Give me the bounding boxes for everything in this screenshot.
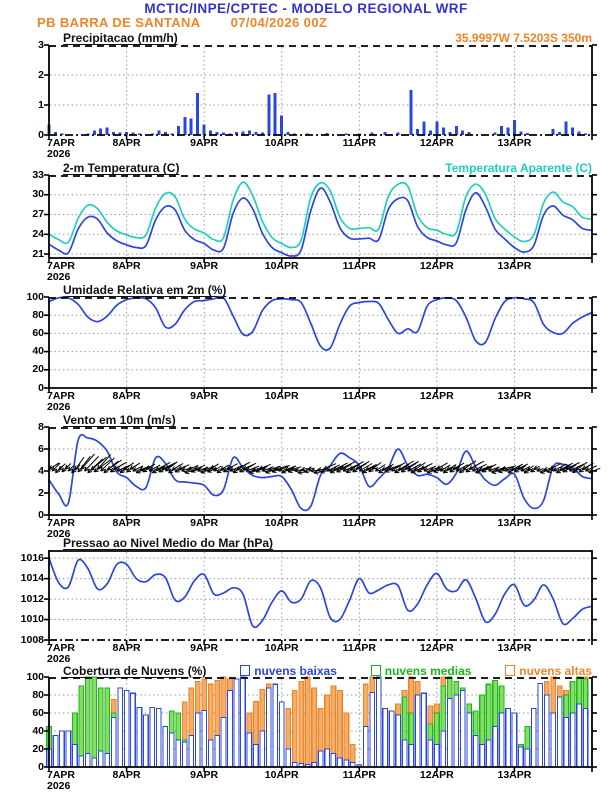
x-tick-label: 10APR (264, 642, 299, 654)
nuvens-medias-swatch-icon (371, 665, 381, 676)
legend-nuvens-altas (505, 664, 592, 678)
x-tick-label: 9APR (190, 390, 219, 402)
pressure-title: Pressao ao Nivel Medio do Mar (hPa) (63, 536, 274, 550)
temp-title: 2-m Temperatura (C) (63, 161, 180, 175)
y-tick-label: 4 (38, 464, 44, 477)
x-tick-label: 8APR (112, 137, 141, 149)
y-tick-label: 1014 (20, 572, 44, 585)
nuvens-baixas-swatch-icon (240, 665, 250, 676)
y-tick-label: 6 (38, 442, 44, 455)
temp-plot (49, 175, 606, 268)
temp-title-row (49, 161, 592, 176)
x-tick-label: 11APR (342, 390, 376, 402)
y-tick-label: 60 (32, 706, 44, 719)
precip-title-row (49, 31, 592, 46)
x-tick-label: 11APR (342, 769, 376, 781)
nuvens-medias-label: nuvens medias (384, 663, 472, 678)
y-tick-label: 40 (32, 724, 44, 737)
x-tick-label: 8APR (112, 642, 141, 654)
precip-plot (49, 45, 606, 145)
y-tick-label: 8 (38, 420, 44, 433)
x-tick-label: 10APR (264, 517, 299, 529)
y-tick-label: 1008 (20, 633, 44, 646)
wind-plot (49, 427, 606, 525)
x-tick-label: 12APR (419, 260, 454, 272)
humidity-plot (49, 297, 606, 398)
wind-title-row (49, 413, 592, 428)
x-tick-label: 12APR (419, 390, 454, 402)
precip-title: Precipitacao (mm/h) (63, 31, 178, 45)
x-tick-label: 12APR (419, 769, 454, 781)
y-tick-label: 80 (32, 688, 44, 701)
pressure-plot (49, 550, 606, 650)
y-tick-label: 1 (38, 98, 44, 111)
y-tick-label: 0 (38, 508, 44, 521)
x-tick-label: 8APR (112, 260, 141, 272)
x-tick-label: 10APR (264, 390, 299, 402)
apparent-temp-legend: Temperatura Aparente (C) (445, 161, 592, 175)
y-tick-label: 1016 (20, 551, 44, 564)
y-tick-label: 40 (32, 345, 44, 358)
y-tick-label: 2 (38, 68, 44, 81)
y-tick-label: 3 (38, 38, 44, 51)
y-tick-label: 100 (26, 670, 44, 683)
x-tick-label: 11APR (342, 260, 376, 272)
humidity-title: Umidade Relativa em 2m (%) (63, 283, 227, 297)
x-tick-label: 12APR (419, 517, 454, 529)
clouds-title-row (63, 663, 592, 678)
y-tick-label: 33 (32, 168, 44, 181)
run-datetime: 07/04/2026 00Z (230, 15, 328, 30)
x-tick-label: 7APR (47, 769, 76, 781)
x-tick-label: 8APR (112, 517, 141, 529)
x-tick-label: 8APR (112, 390, 141, 402)
y-tick-label: 20 (32, 742, 44, 755)
x-tick-label: 13APR (497, 260, 532, 272)
station-name: PB BARRA DE SANTANA (37, 15, 201, 30)
y-tick-label: 2 (38, 486, 44, 499)
clouds-plot (49, 677, 606, 777)
x-year-label: 2026 (47, 401, 71, 413)
nuvens-altas-swatch-icon (505, 665, 515, 676)
y-tick-label: 0 (38, 128, 44, 141)
x-tick-label: 7APR (47, 260, 76, 272)
x-tick-label: 12APR (419, 137, 454, 149)
legend-nuvens-baixas (240, 664, 337, 678)
x-tick-label: 9APR (190, 137, 219, 149)
station-line (37, 15, 327, 30)
x-tick-label: 9APR (190, 642, 219, 654)
x-tick-label: 13APR (497, 137, 532, 149)
nuvens-baixas-label: nuvens baixas (254, 663, 337, 678)
y-tick-label: 24 (32, 227, 44, 240)
y-tick-label: 0 (38, 760, 44, 773)
clouds-title: Cobertura de Nuvens (%) (63, 663, 207, 678)
y-tick-label: 80 (32, 308, 44, 321)
y-tick-label: 30 (32, 188, 44, 201)
y-tick-label: 1012 (20, 592, 44, 605)
x-tick-label: 10APR (264, 137, 299, 149)
x-tick-label: 7APR (47, 390, 76, 402)
x-tick-label: 11APR (342, 642, 376, 654)
x-tick-label: 13APR (497, 769, 532, 781)
pressure-title-row (49, 536, 592, 551)
x-tick-label: 13APR (497, 390, 532, 402)
x-year-label: 2026 (47, 148, 71, 160)
y-tick-label: 100 (26, 290, 44, 303)
x-year-label: 2026 (47, 653, 71, 665)
x-tick-label: 12APR (419, 642, 454, 654)
y-tick-label: 0 (38, 381, 44, 394)
x-tick-label: 9APR (190, 517, 219, 529)
x-tick-label: 10APR (264, 260, 299, 272)
x-year-label: 2026 (47, 528, 71, 540)
x-year-label: 2026 (47, 271, 71, 283)
x-tick-label: 9APR (190, 260, 219, 272)
x-year-label: 2026 (47, 780, 71, 792)
x-tick-label: 10APR (264, 769, 299, 781)
legend-nuvens-medias (371, 664, 472, 678)
y-tick-label: 27 (32, 208, 44, 221)
wind-title: Vento em 10m (m/s) (63, 413, 176, 427)
x-tick-label: 11APR (342, 517, 376, 529)
model-title: MCTIC/INPE/CPTEC - MODELO REGIONAL WRF (144, 1, 468, 16)
x-tick-label: 13APR (497, 517, 532, 529)
x-tick-label: 8APR (112, 769, 141, 781)
station-coords: 35.9997W 7.5203S 350m (455, 31, 592, 45)
x-tick-label: 9APR (190, 769, 219, 781)
y-tick-label: 20 (32, 363, 44, 376)
x-tick-label: 11APR (342, 137, 376, 149)
x-tick-label: 13APR (497, 642, 532, 654)
x-tick-label: 7APR (47, 137, 76, 149)
x-tick-label: 7APR (47, 642, 76, 654)
humidity-title-row (49, 283, 592, 298)
y-tick-label: 60 (32, 326, 44, 339)
y-tick-label: 21 (32, 247, 44, 260)
y-tick-label: 1010 (20, 613, 44, 626)
nuvens-altas-label: nuvens altas (519, 663, 592, 678)
x-tick-label: 7APR (47, 517, 76, 529)
